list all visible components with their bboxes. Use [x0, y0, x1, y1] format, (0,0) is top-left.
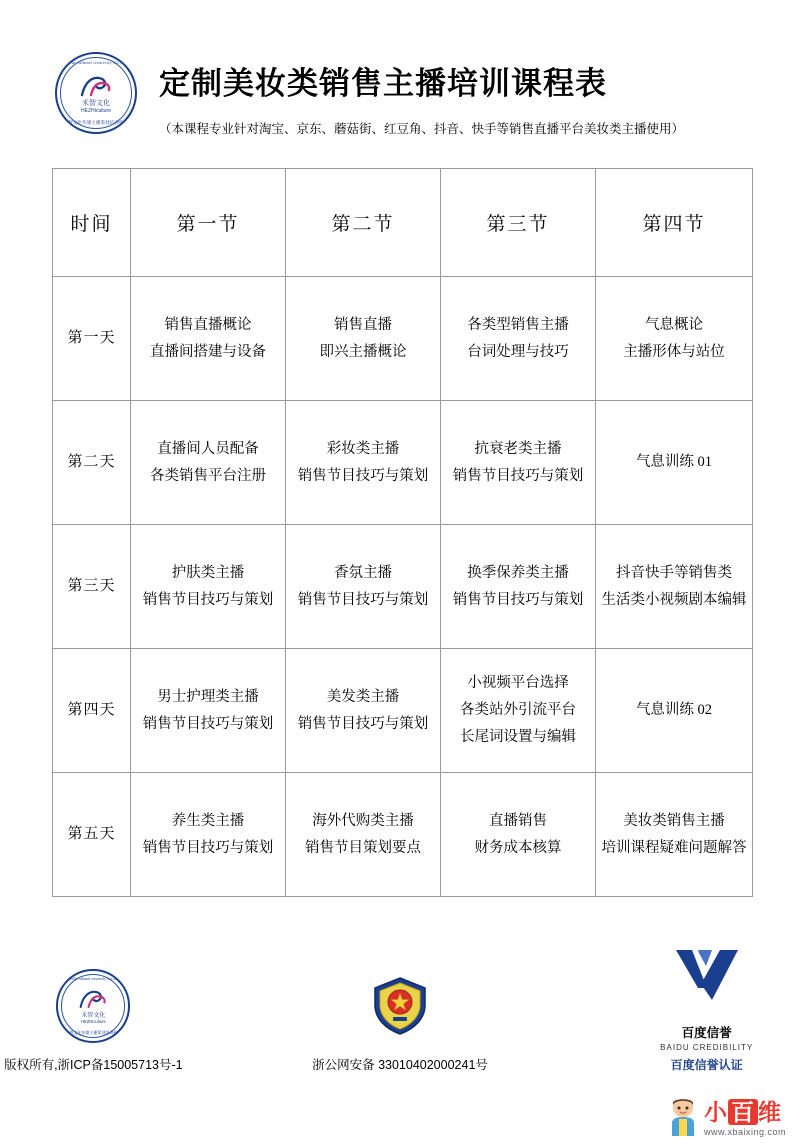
seal-ring-text-top: Hezhi cultural creativity Co.,Ltd — [67, 976, 120, 981]
course-cell — [441, 773, 596, 897]
course-line: 销售节目策划要点 — [305, 839, 421, 856]
course-line: 各类站外引流平台 — [460, 702, 576, 719]
watermark-text-block — [704, 1101, 786, 1137]
course-line: 销售节目技巧与策划 — [297, 715, 429, 732]
course-cell — [286, 649, 441, 773]
police-emblem-badge — [307, 967, 494, 1045]
course-cell — [441, 649, 596, 773]
course-line: 气息训练 02 — [635, 702, 713, 719]
company-seal-badge — [0, 967, 187, 1045]
column-header-period-2: 第二节 — [286, 169, 441, 277]
baidu-credibility-label: 百度信誉 — [681, 1026, 732, 1040]
course-line: 美妆类销售主播 — [623, 812, 725, 829]
course-cell — [441, 525, 596, 649]
course-cell — [286, 525, 441, 649]
course-line: 小视频平台选择 — [467, 675, 569, 692]
course-line: 海外代购类主播 — [312, 812, 414, 829]
column-header-period-4: 第四节 — [596, 169, 753, 277]
seal-chinese-name: 禾智文化 — [81, 1013, 106, 1019]
course-line: 销售节目技巧与策划 — [452, 467, 584, 484]
course-line: 男士护理类主播 — [157, 688, 259, 705]
column-header-period-3: 第三节 — [441, 169, 596, 277]
footer-item-icp — [0, 967, 187, 1073]
seal-english-name: HEZHIculture — [80, 1019, 106, 1024]
course-line: 护肤类主播 — [171, 564, 245, 581]
course-cell — [596, 773, 753, 897]
page-subtitle: （本课程专业针对淘宝、京东、蘑菇街、红豆角、抖音、快手等销售直播平台美妆类主播使用） — [159, 122, 685, 136]
icp-record-text[interactable]: 版权所有,浙ICP备15005713号-1 — [4, 1058, 183, 1072]
baidu-certification-text[interactable]: 百度信誉认证 — [670, 1058, 743, 1072]
course-line: 各类销售平台注册 — [150, 467, 266, 484]
course-line: 抖音快手等销售类 — [616, 564, 732, 581]
course-line: 销售节目技巧与策划 — [297, 591, 429, 608]
course-line: 生活类小视频剧本编辑 — [601, 591, 747, 608]
company-logo — [55, 52, 137, 134]
course-line: 主播形体与站位 — [623, 343, 725, 360]
day-label-cell: 第三天 — [53, 525, 131, 649]
course-line: 直播间人员配备 — [157, 440, 259, 457]
watermark-char-3: 维 — [757, 1099, 782, 1125]
course-line: 各类型销售主播 — [467, 316, 569, 333]
course-cell — [131, 277, 286, 401]
course-cell — [596, 401, 753, 525]
course-cell — [441, 277, 596, 401]
course-line: 直播间搭建与设备 — [150, 343, 266, 360]
footer-badges-row — [0, 935, 800, 1073]
footer-item-police — [307, 967, 494, 1073]
course-line: 彩妆类主播 — [326, 440, 400, 457]
schedule-table-container — [52, 168, 752, 897]
table-row — [53, 277, 753, 401]
course-line: 台词处理与技巧 — [467, 343, 569, 360]
table-row — [53, 401, 753, 525]
document-footer — [0, 935, 800, 1085]
course-cell — [286, 773, 441, 897]
course-line: 抗衰老类主播 — [474, 440, 562, 457]
company-seal-icon — [56, 969, 130, 1043]
course-line: 财务成本核算 — [474, 839, 562, 856]
course-line: 气息训练 01 — [635, 454, 713, 471]
course-cell — [131, 773, 286, 897]
watermark-title — [704, 1101, 786, 1124]
column-header-period-1: 第一节 — [131, 169, 286, 277]
course-line: 销售直播概论 — [164, 316, 252, 333]
watermark-char-1: 小 — [703, 1099, 728, 1125]
schedule-table — [52, 168, 753, 897]
table-body — [53, 277, 753, 897]
table-row — [53, 649, 753, 773]
course-line: 香氛主播 — [334, 564, 392, 581]
course-line: 销售节目技巧与策划 — [142, 839, 274, 856]
day-label-cell: 第二天 — [53, 401, 131, 525]
watermark-char-2: 百 — [728, 1099, 758, 1125]
seal-swirl-icon — [78, 989, 108, 1009]
day-label-cell: 第一天 — [53, 277, 131, 401]
baidu-credibility-icon — [668, 944, 746, 1004]
course-cell — [131, 401, 286, 525]
document-header — [0, 0, 800, 137]
course-cell — [596, 277, 753, 401]
course-line: 销售直播 — [334, 316, 392, 333]
page-title: 定制美妆类销售主播培训课程表 — [159, 66, 607, 101]
seal-ring-text-bottom: 禾智文化传媒主播策划培训机构 — [65, 1030, 122, 1035]
course-cell — [286, 401, 441, 525]
course-line: 换季保养类主播 — [467, 564, 569, 581]
watermark-url: www.xbaixing.com — [703, 1127, 786, 1137]
table-row — [53, 525, 753, 649]
course-line: 即兴主播概论 — [319, 343, 407, 360]
course-line: 养生类主播 — [171, 812, 245, 829]
police-record-text[interactable]: 浙公网安备 33010402000241号 — [312, 1058, 488, 1072]
course-line: 销售节目技巧与策划 — [297, 467, 429, 484]
table-header-row — [53, 169, 753, 277]
column-header-time: 时间 — [53, 169, 131, 277]
logo-chinese-name: 禾智文化 — [82, 100, 110, 107]
table-row — [53, 773, 753, 897]
course-line: 销售节目技巧与策划 — [452, 591, 584, 608]
day-label-cell: 第四天 — [53, 649, 131, 773]
course-line: 直播销售 — [489, 812, 547, 829]
baidu-credibility-badge — [613, 935, 800, 1013]
course-cell — [286, 277, 441, 401]
logo-english-name: HEZHIculture — [80, 108, 112, 114]
course-cell — [131, 525, 286, 649]
course-cell — [596, 649, 753, 773]
course-line: 气息概论 — [645, 316, 703, 333]
course-line: 长尾词设置与编辑 — [460, 728, 576, 745]
course-line: 美发类主播 — [326, 688, 400, 705]
site-watermark — [666, 1097, 786, 1137]
course-line: 销售节目技巧与策划 — [142, 591, 274, 608]
course-cell — [131, 649, 286, 773]
course-cell — [596, 525, 753, 649]
course-line: 销售节目技巧与策划 — [142, 715, 274, 732]
logo-ring-text-bottom: 禾智文化传媒主播策划培训机构 — [63, 120, 129, 125]
footer-item-baidu — [613, 935, 800, 1073]
logo-ring-text-top: Hezhi cultural creativity Co.,Ltd — [64, 60, 128, 65]
watermark-mascot-icon — [666, 1097, 700, 1137]
day-label-cell: 第五天 — [53, 773, 131, 897]
logo-swirl-icon — [79, 75, 113, 97]
title-block — [159, 52, 684, 137]
police-emblem-icon — [369, 975, 431, 1037]
baidu-credibility-label-en: BAIDU CREDIBILITY — [660, 1043, 754, 1052]
course-line: 培训课程疑难问题解答 — [601, 839, 747, 856]
course-cell — [441, 401, 596, 525]
